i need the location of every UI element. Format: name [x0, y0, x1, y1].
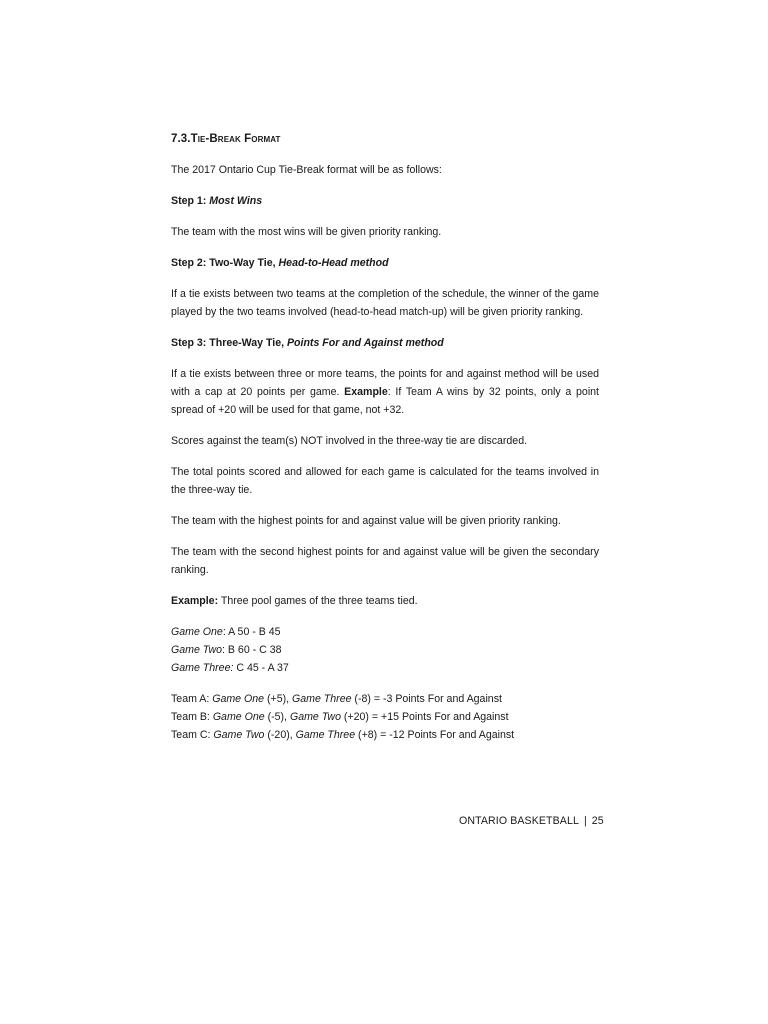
section-number: 7.3. — [171, 133, 191, 145]
game-result: C 45 - A 37 — [233, 662, 289, 674]
game-result: : A 50 - B 45 — [222, 626, 281, 638]
team-value: (+8) = -12 Points For and Against — [355, 729, 515, 741]
team-value: (-5), — [264, 711, 290, 723]
step2-text: If a tie exists between two teams at the completion of the schedule, the winner of the game played by the two teams involved (head-to-head match-up) will be given priority ranking. — [171, 288, 599, 318]
game-result: : B 60 - C 38 — [222, 644, 282, 656]
example-label: Example: — [171, 595, 219, 607]
footer-separator: | — [583, 815, 587, 827]
step3-label: Step 3: Three-Way Tie, — [171, 337, 287, 349]
step2-heading — [171, 254, 599, 272]
team-game: Game Two — [289, 711, 341, 723]
step3-paragraph — [171, 365, 599, 419]
team-game: Game Two — [213, 729, 265, 741]
games-list — [171, 623, 599, 677]
example-text: Three pool games of the three teams tied. — [218, 595, 418, 607]
game-name: Game Two — [171, 644, 223, 656]
team-prefix: Team A: — [171, 693, 213, 705]
step1-heading — [171, 192, 599, 210]
teams-list — [171, 690, 599, 744]
section-title: Tie-Break Format — [190, 133, 281, 145]
game-line — [171, 641, 599, 659]
step3-highest-paragraph: The team with the highest points for and against value will be given priority ranking. — [171, 515, 561, 527]
example-intro — [171, 592, 599, 610]
team-line — [171, 726, 599, 744]
step1-name: Most Wins — [209, 195, 263, 207]
step3-second-paragraph: The team with the second highest points for and against value will be given the secondary ranking. — [171, 546, 599, 576]
game-line — [171, 623, 599, 641]
step2-name: Head-to-Head method — [278, 257, 389, 269]
step3-example-label: Example — [344, 386, 388, 398]
section-heading — [171, 130, 599, 148]
team-game: Game Three — [292, 693, 352, 705]
team-game: Game Three — [295, 729, 356, 741]
page-content — [171, 130, 599, 757]
game-name: Game One — [171, 626, 223, 638]
step3-text-b: : If Team A wins by 32 points, only a point spread of +20 will be used for that game, not +32. — [171, 386, 600, 416]
step1-label: Step 1: — [171, 195, 210, 207]
team-value: (-8) = -3 Points For and Against — [351, 693, 502, 705]
game-name: Game Three: — [171, 662, 234, 674]
team-line — [171, 708, 599, 726]
team-value: (+5), — [264, 693, 293, 705]
team-line — [171, 690, 599, 708]
game-line — [171, 659, 599, 677]
footer-org: ONTARIO BASKETBALL — [459, 815, 579, 827]
step3-name: Points For and Against method — [286, 337, 444, 349]
team-prefix: Team C: — [171, 729, 214, 741]
team-game: Game One — [212, 693, 265, 705]
page-footer — [459, 815, 604, 827]
step1-text: The team with the most wins will be given priority ranking. — [171, 226, 442, 238]
team-game: Game One — [212, 711, 265, 723]
team-value: (+20) = +15 Points For and Against — [340, 711, 509, 723]
intro-paragraph: The 2017 Ontario Cup Tie-Break format will be as follows: — [171, 164, 442, 176]
step3-discard-paragraph: Scores against the team(s) NOT involved in the three-way tie are discarded. — [171, 435, 528, 447]
step2-label: Step 2: Two-Way Tie, — [171, 257, 279, 269]
page-number: 25 — [591, 815, 604, 827]
team-prefix: Team B: — [171, 711, 213, 723]
team-value: (-20), — [264, 729, 296, 741]
step3-text-a: If a tie exists between three or more teams, the points for and against method will be used with a cap at 20 points per game. — [171, 368, 599, 398]
step3-total-paragraph: The total points scored and allowed for each game is calculated for the teams involved in the three-way tie. — [171, 466, 599, 496]
step3-heading — [171, 334, 599, 352]
